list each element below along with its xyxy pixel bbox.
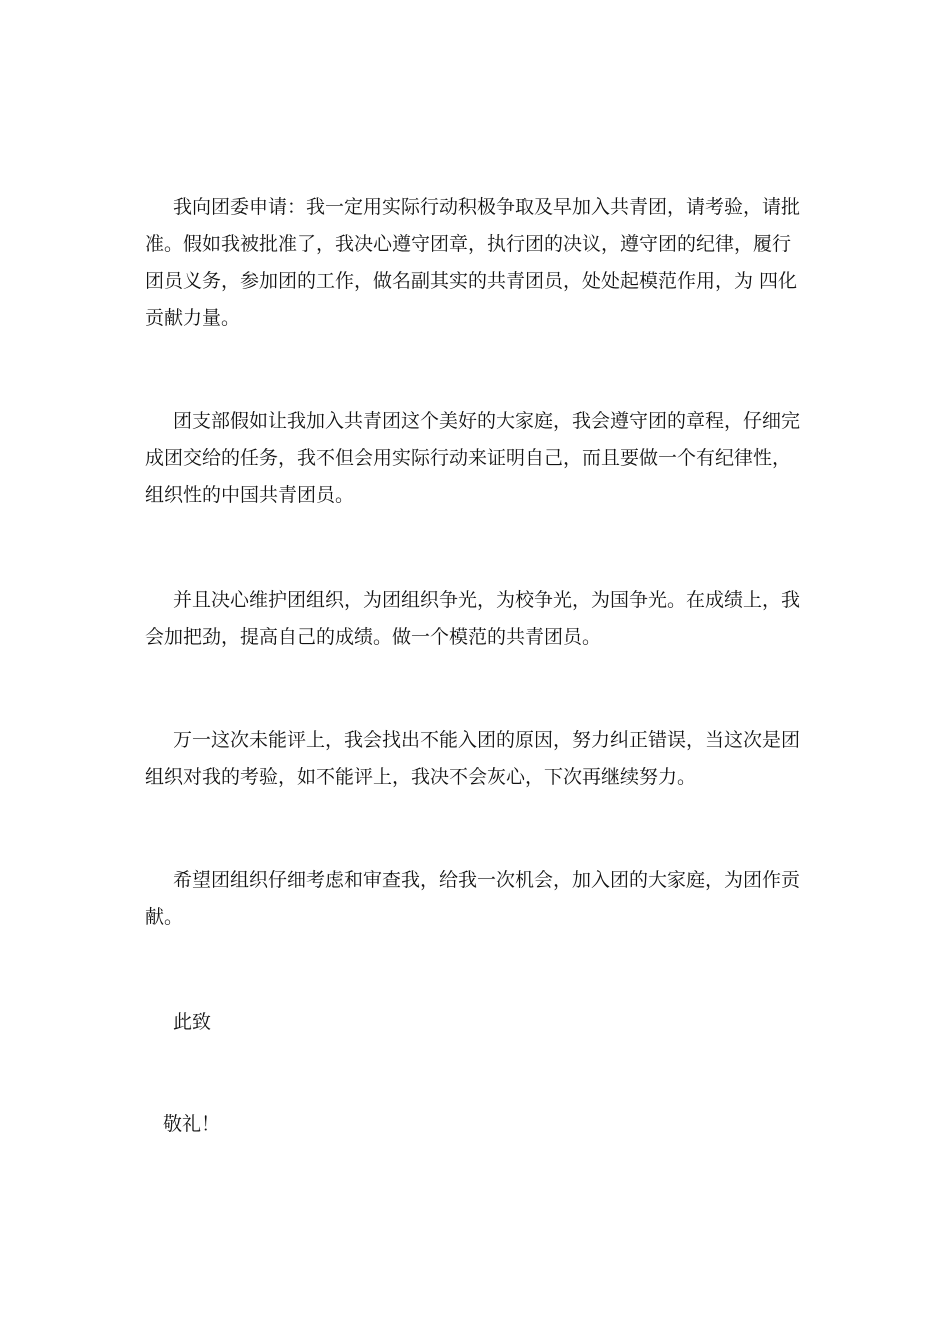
paragraph-line: 团员义务，参加团的工作，做名副其实的共青团员，处处起模范作用，为 四化	[145, 270, 798, 292]
paragraph-line: 并且决心维护团组织，为团组织争光，为校争光，为国争光。在成绩上，我	[173, 589, 801, 611]
paragraph-line: 希望团组织仔细考虑和审查我，给我一次机会，加入团的大家庭，为团作贡	[173, 869, 801, 891]
paragraph-line: 准。假如我被批准了，我决心遵守团章，执行团的决议，遵守团的纪律，履行	[145, 233, 792, 255]
paragraph-join-commitment	[145, 403, 815, 514]
paragraph-line: 组织对我的考验，如不能评上，我决不会灰心，下次再继续努力。	[145, 766, 697, 788]
paragraph-if-not-selected	[145, 722, 815, 796]
paragraph-line: 团支部假如让我加入共青团这个美好的大家庭，我会遵守团的章程，仔细完	[173, 410, 801, 432]
paragraph-line: 会加把劲，提高自己的成绩。做一个模范的共青团员。	[145, 626, 602, 648]
paragraph-line: 献。	[145, 906, 184, 928]
paragraph-application-pledge	[145, 189, 815, 337]
paragraph-line: 组织性的中国共青团员。	[145, 484, 355, 506]
paragraph-line: 万一这次未能评上，我会找出不能入团的原因，努力纠正错误，当这次是团	[173, 729, 801, 751]
letter-closing: 此致	[173, 1011, 212, 1033]
paragraph-line: 成团交给的任务，我不但会用实际行动来证明自己，而且要做一个有纪律性，	[145, 447, 792, 469]
paragraph-line: 我向团委申请：我一定用实际行动积极争取及早加入共青团，请考验，请批	[173, 196, 801, 218]
paragraph-honor-pledge	[145, 582, 815, 656]
letter-salutation: 敬礼！	[163, 1113, 221, 1135]
paragraph-request-review	[145, 862, 815, 936]
paragraph-line: 贡献力量。	[145, 307, 241, 329]
